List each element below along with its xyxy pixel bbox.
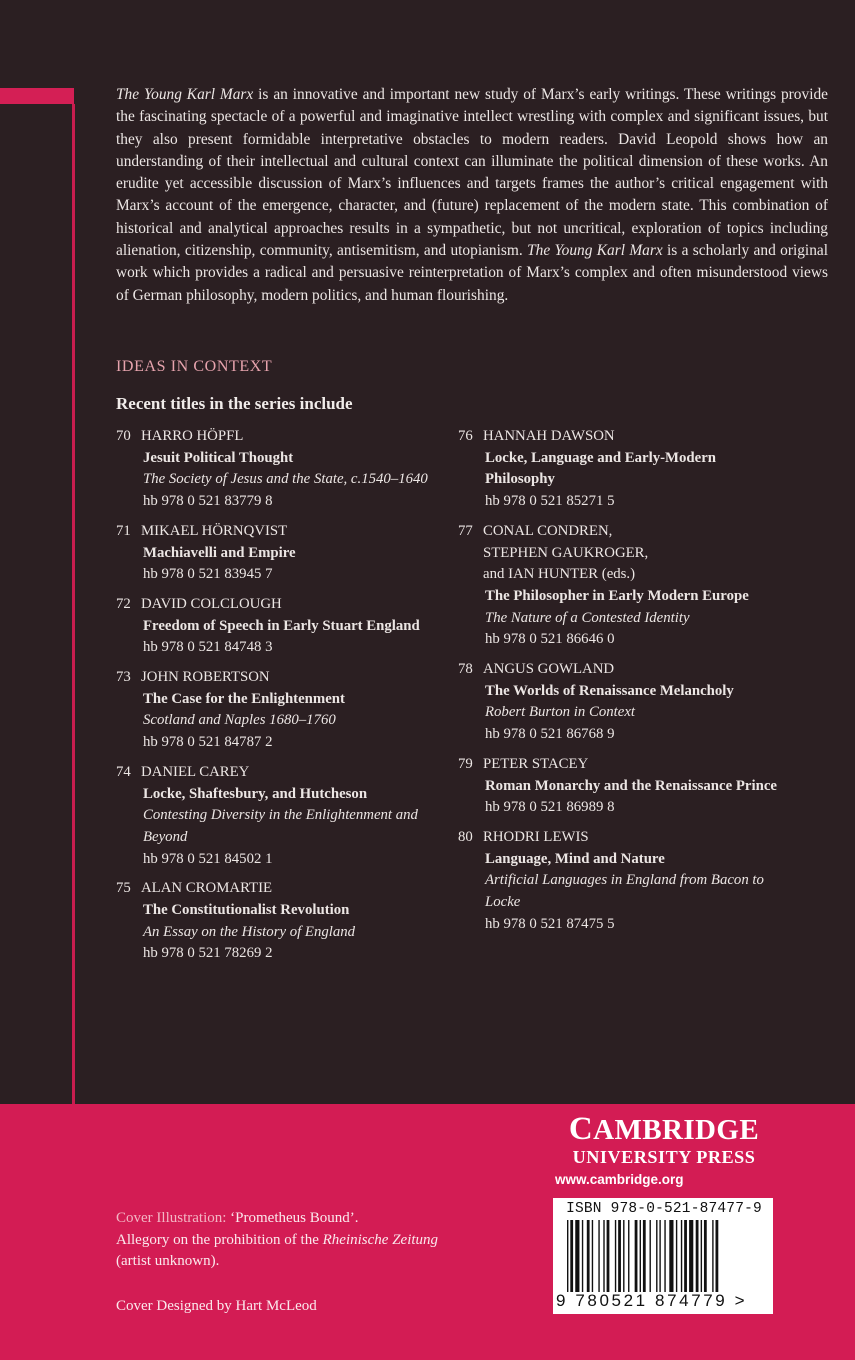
entry-isbn: hb 978 0 521 84748 3 — [143, 639, 273, 656]
barcode-bar — [607, 1220, 610, 1292]
publisher-press: UNIVERSITY PRESS — [572, 1147, 756, 1167]
barcode-bar — [603, 1220, 604, 1292]
publisher-logo — [553, 1112, 775, 1187]
entry-author: RHODRI LEWIS — [483, 828, 589, 845]
isbn-label: ISBN 978-0-521-87477-9 — [566, 1201, 762, 1217]
publisher-name-cap: C — [568, 1111, 594, 1147]
barcode-bar — [681, 1220, 682, 1292]
entry-author: JOHN ROBERTSON — [141, 669, 270, 686]
entry-number: 77 — [458, 522, 473, 539]
barcode-bar — [623, 1220, 624, 1292]
publisher-name-rest: AMBRIDGE — [593, 1114, 760, 1146]
credit-line-2-italic: Rheinische Zeitung — [322, 1231, 439, 1248]
barcode-bar — [615, 1220, 616, 1292]
entry-title: Language, Mind and Nature — [485, 850, 665, 867]
barcode-bar — [587, 1220, 590, 1292]
credit-line-2: Allegory on the prohibition of the — [116, 1231, 323, 1248]
series-entry — [116, 878, 436, 965]
book-blurb — [116, 84, 828, 307]
barcode-bar — [567, 1220, 568, 1292]
entry-isbn: hb 978 0 521 83779 8 — [143, 493, 273, 510]
blurb-text-2: is a scholarly and original work which provides a radical and persuasive reinterpretation of Marx’s complex and often misunderstood views of German philosophy, modern politics, and human flourishing. — [116, 242, 828, 304]
entry-subtitle: The Society of Jesus and the State, c.1540–1640 — [143, 471, 428, 488]
entry-number: 72 — [116, 595, 131, 612]
entry-number: 73 — [116, 669, 131, 686]
barcode-bar — [635, 1220, 638, 1292]
barcode-bar — [592, 1220, 593, 1292]
barcode-bar — [628, 1220, 629, 1292]
publisher-name — [553, 1112, 775, 1147]
series-entry — [458, 827, 778, 936]
entry-number: 80 — [458, 828, 473, 845]
cover-designer-credit: Cover Designed by Hart McLeod — [116, 1298, 317, 1314]
isbn-barcode — [553, 1198, 773, 1314]
series-list-left — [116, 426, 436, 973]
accent-bar — [0, 88, 74, 104]
barcode-bar — [716, 1220, 719, 1292]
entry-number: 70 — [116, 428, 131, 444]
series-entry — [116, 762, 436, 871]
entry-subtitle: The Nature of a Contested Identity — [485, 609, 690, 626]
entry-subtitle: Robert Burton in Context — [485, 704, 636, 721]
entry-author: PETER STACEY — [483, 755, 589, 772]
barcode-bar — [712, 1220, 713, 1292]
barcode-bar — [696, 1220, 699, 1292]
entry-number: 75 — [116, 880, 131, 897]
entry-title: The Worlds of Renaissance Melancholy — [485, 682, 734, 699]
entry-title: The Constitutionalist Revolution — [143, 902, 350, 919]
barcode-bar — [689, 1220, 693, 1292]
barcode-bar — [701, 1220, 702, 1292]
entry-title: Locke, Language and Early-Modern Philosophy — [485, 449, 717, 488]
entry-isbn: hb 978 0 521 86646 0 — [485, 631, 615, 648]
entry-isbn: hb 978 0 521 84502 1 — [143, 850, 273, 867]
entry-isbn: hb 978 0 521 78269 2 — [143, 945, 273, 962]
entry-isbn: hb 978 0 521 86989 8 — [485, 799, 615, 816]
entry-isbn: hb 978 0 521 87475 5 — [485, 915, 615, 932]
series-entry — [116, 426, 436, 513]
entry-number: 76 — [458, 428, 473, 444]
entry-isbn: hb 978 0 521 84787 2 — [143, 734, 273, 751]
accent-line — [72, 104, 75, 1104]
entry-author: ALAN CROMARTIE — [141, 880, 273, 897]
barcode-bar — [704, 1220, 707, 1292]
entry-subtitle: Contesting Diversity in the Enlightenment and Beyond — [143, 807, 418, 845]
series-list-right — [458, 426, 778, 943]
barcode-bar — [656, 1220, 657, 1292]
barcode-bars — [567, 1220, 765, 1292]
series-entry — [116, 667, 436, 754]
entry-author: HANNAH DAWSON — [483, 428, 615, 444]
barcode-bar — [664, 1220, 665, 1292]
publisher-url: www.cambridge.org — [555, 1172, 684, 1187]
entry-title: Freedom of Speech in Early Stuart England — [143, 617, 420, 634]
series-entry — [458, 754, 778, 819]
entry-subtitle: Artificial Languages in England from Bacon to Locke — [485, 872, 764, 911]
entry-isbn: hb 978 0 521 83945 7 — [143, 566, 273, 583]
series-entry — [116, 521, 436, 586]
entry-isbn: hb 978 0 521 85271 5 — [485, 493, 615, 510]
book-title-italic: The Young Karl Marx — [527, 242, 663, 260]
barcode-bar — [618, 1220, 621, 1292]
barcode-bar — [643, 1220, 646, 1292]
series-entry — [116, 594, 436, 659]
entry-author: HARRO HÖPFL — [141, 428, 244, 444]
entry-title: The Philosopher in Early Modern Europe — [485, 587, 749, 604]
entry-number: 74 — [116, 763, 131, 780]
entry-subtitle: Scotland and Naples 1680–1760 — [143, 712, 336, 729]
credit-label: Cover Illustration: — [116, 1210, 231, 1226]
series-subheading: Recent titles in the series include — [116, 394, 353, 413]
barcode-bar — [575, 1220, 579, 1292]
barcode-bar — [669, 1220, 673, 1292]
credit-illustration: ‘Prometheus Bound’. — [230, 1210, 359, 1226]
entry-title: Machiavelli and Empire — [143, 544, 296, 561]
entry-author: DANIEL CAREY — [141, 763, 250, 780]
barcode-bar — [659, 1220, 660, 1292]
series-heading: IDEAS IN CONTEXT — [116, 358, 273, 375]
credit-line-3: (artist unknown). — [116, 1253, 220, 1269]
entry-number: 71 — [116, 522, 131, 539]
series-entry — [458, 521, 778, 651]
book-title-italic: The Young Karl Marx — [116, 86, 254, 103]
barcode-bar — [582, 1220, 583, 1292]
entry-number: 78 — [458, 661, 473, 678]
entry-author-line: STEPHEN GAUKROGER, — [483, 544, 649, 561]
entry-title: Jesuit Political Thought — [143, 449, 294, 466]
entry-author-line: and IAN HUNTER (eds.) — [483, 566, 636, 583]
entry-author: DAVID COLCLOUGH — [141, 595, 282, 612]
entry-title: Locke, Shaftesbury, and Hutcheson — [143, 785, 368, 802]
entry-title: The Case for the Enlightenment — [143, 690, 345, 707]
entry-subtitle: An Essay on the History of England — [143, 923, 356, 940]
barcode-bar — [676, 1220, 677, 1292]
blurb-text-1: is an innovative and important new study of Marx’s early writings. These writings provide the fascinating spectacle of a powerful and imaginative intellect wrestling with complex and significant issues, but they also present formidable interpretative obstacles to modern readers. David Leopold shows how an understanding of their intellectual and cultural context can illuminate the political dimension of these works. An erudite yet accessible discussion of Marx’s influences and targets frames the author’s critical engagement with Marx’s account of the emergence, character, and (future) replacement of the modern state. This combination of historical and analytical approaches results in a sympathetic, but not uncritical, exploration of topics including alienation, citizenship, community, antisemitism, and utopianism. — [116, 86, 828, 260]
barcode-bar — [598, 1220, 599, 1292]
cover-illustration-credit — [116, 1208, 438, 1273]
entry-author: ANGUS GOWLAND — [483, 661, 615, 678]
entry-title: Roman Monarchy and the Renaissance Prince — [485, 777, 777, 794]
barcode-digits: 9 780521 874779 > — [556, 1291, 748, 1310]
barcode-bar — [650, 1220, 651, 1292]
series-entry — [458, 426, 778, 513]
series-entry — [458, 659, 778, 746]
barcode-bar — [684, 1220, 687, 1292]
entry-author: MIKAEL HÖRNQVIST — [141, 522, 288, 539]
barcode-bar — [570, 1220, 573, 1292]
entry-number: 79 — [458, 755, 473, 772]
barcode-bar — [640, 1220, 641, 1292]
entry-author: CONAL CONDREN, — [483, 522, 613, 539]
entry-isbn: hb 978 0 521 86768 9 — [485, 726, 615, 743]
